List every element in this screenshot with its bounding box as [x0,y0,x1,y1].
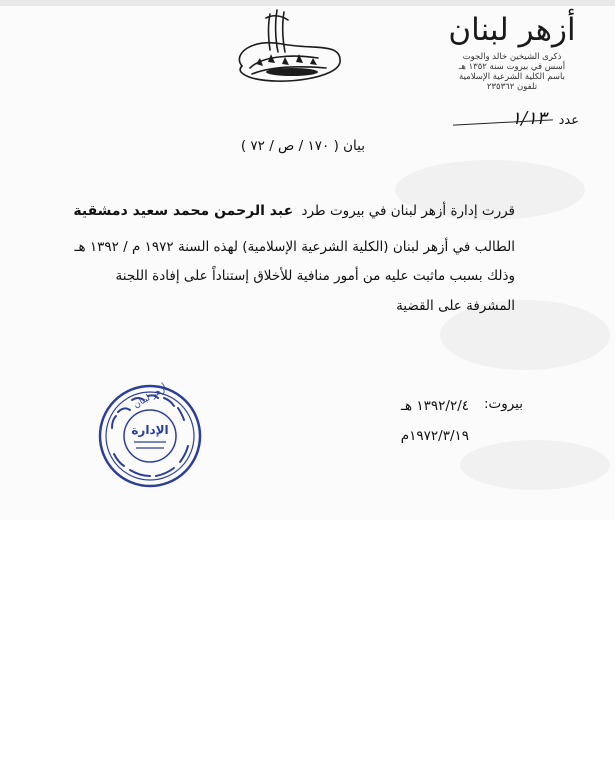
date-hijri: ١٣٩٢/٢/٤ هـ [401,398,469,414]
letterhead [447,8,577,92]
body-line-4: المشرفة على القضية [396,298,515,314]
letterhead-line: باسم الكلية الشرعية الإسلامية [459,72,565,82]
body-line-2: الطالب في أزهر لبنان (الكلية الشرعية الإسلامية) لهذه السنة ١٩٧٢ م / ١٣٩٢ هـ [74,239,515,255]
date-label: بيروت: [483,396,523,412]
body-line-3: وذلك بسبب ماثبت عليه من أمور منافية للأخلاق إستناداً على إفادة اللجنة [115,268,515,284]
institution-title: أزهر لبنان [448,12,576,48]
date-gregorian: ١٩٧٢/٣/١٩م [400,428,469,444]
stamp-center-text: الإدارة [131,423,169,437]
scan-blotch [460,440,610,490]
body-line-1 [73,203,515,219]
reference-value: ١/١٣ [511,108,547,129]
reference-number [511,108,579,129]
calligraphy-emblem [222,6,352,90]
student-name: عبد الرحمن محمد سعيد دمشقية [73,203,294,219]
letterhead-line: أسس في بيروت سنة ١٣٥٢ هـ [458,62,566,72]
statement-number: بيان ( ١٧٠ / ص / ٧٢ ) [240,138,365,154]
letterhead-line: ذكرى الشيخين خالد والجوت [462,52,562,62]
decision-text: قررت إدارة أزهر لبنان في بيروت طرد [301,203,515,219]
stamp-ring-text: أزهر لبنان [131,383,169,411]
letterhead-line: تلفون ٢٣٥٣٦٢ [486,82,538,92]
reference-label: عدد [558,113,579,128]
